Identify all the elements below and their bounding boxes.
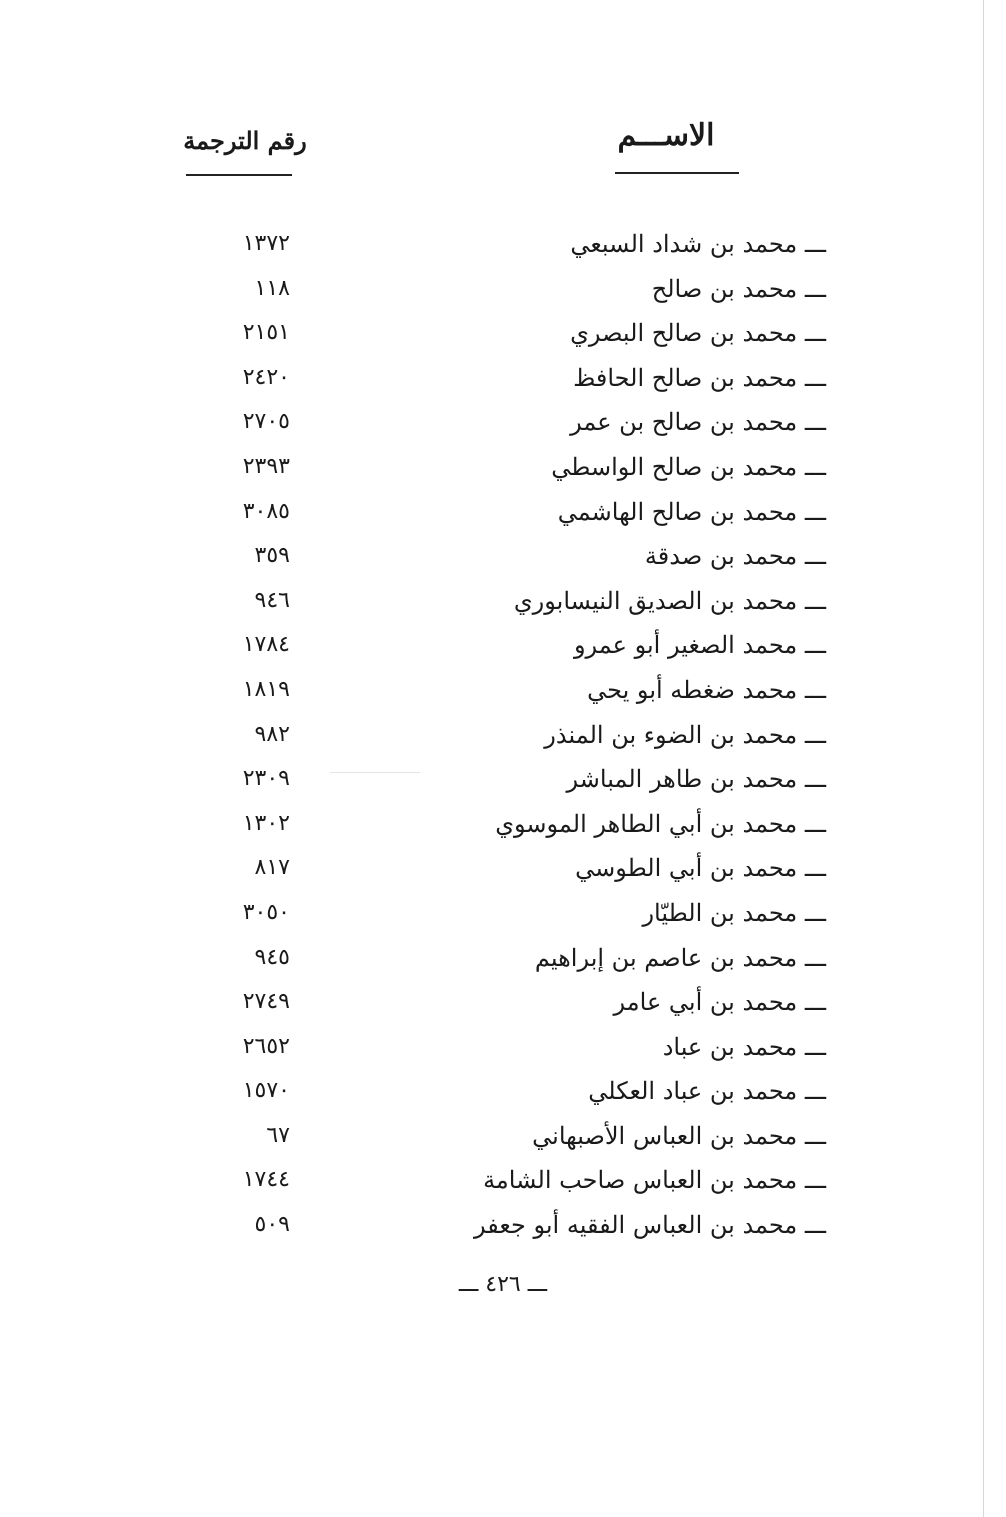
entry-name: ـــ محمد بن صالح البصري — [570, 319, 826, 348]
entry-number: ١١٨ — [254, 275, 290, 301]
entry-name: ـــ محمد بن أبي عامر — [613, 988, 826, 1017]
index-entry — [0, 980, 1006, 1025]
index-entry — [0, 267, 1006, 312]
entry-name: ـــ محمد ضغطه أبو يحي — [587, 675, 826, 704]
entry-name: ـــ محمد بن صدقة — [644, 542, 826, 571]
entry-number: ١٣٧٢ — [242, 231, 290, 256]
index-entry — [0, 445, 1006, 490]
number-column-heading: رقم الترجمة — [183, 126, 307, 155]
index-entry — [0, 534, 1006, 579]
name-column-heading: الاســـم — [617, 118, 715, 153]
index-entry — [0, 668, 1006, 713]
entry-number: ٥٠٩ — [254, 1212, 290, 1238]
name-heading-underline — [615, 172, 739, 174]
index-entry — [0, 936, 1006, 981]
entry-number: ٩٤٥ — [254, 944, 290, 970]
entry-name: ـــ محمد بن شداد السبعي — [570, 230, 826, 258]
entry-number: ٢٧٤٩ — [242, 989, 290, 1015]
entry-name: ـــ محمد بن العباس الأصبهاني — [532, 1121, 826, 1150]
entry-number: ١٨١٩ — [242, 676, 290, 702]
entry-number: ٢٣٩٣ — [242, 453, 290, 479]
index-entry — [0, 713, 1006, 758]
entry-name: ـــ محمد بن أبي الطوسي — [575, 854, 826, 883]
index-entry — [0, 400, 1006, 445]
entry-number: ١٧٤٤ — [242, 1167, 290, 1193]
entry-name: ـــ محمد بن طاهر المباشر — [566, 765, 826, 794]
entry-name: ـــ محمد بن العباس صاحب الشامة — [483, 1166, 826, 1195]
index-entry — [0, 311, 1006, 356]
column-header — [0, 118, 1006, 188]
entry-name: ـــ محمد بن أبي الطاهر الموسوي — [495, 809, 826, 838]
entry-name: ـــ محمد بن صالح بن عمر — [570, 408, 826, 437]
number-heading-underline — [186, 174, 292, 176]
entry-number: ٩٨٢ — [254, 721, 290, 747]
index-entry — [0, 490, 1006, 535]
index-entry — [0, 1203, 1006, 1248]
index-list — [0, 222, 1006, 1248]
entry-number: ٢٧٠٥ — [242, 409, 290, 435]
entry-name: ـــ محمد بن صالح الواسطي — [551, 452, 826, 481]
entry-name: ـــ محمد بن صالح الهاشمي — [557, 497, 826, 526]
entry-number: ٣٠٨٥ — [242, 498, 290, 524]
entry-name: ـــ محمد بن عباد — [662, 1032, 826, 1061]
index-entry — [0, 757, 1006, 802]
entry-name: ـــ محمد بن عباد العكلي — [588, 1077, 826, 1106]
entry-number: ١٥٧٠ — [242, 1078, 290, 1104]
index-entry — [0, 1114, 1006, 1159]
entry-number: ٣٥٩ — [254, 543, 290, 569]
index-entry — [0, 1158, 1006, 1203]
index-entry — [0, 356, 1006, 401]
entry-name: ـــ محمد بن صالح الحافظ — [573, 363, 826, 392]
index-entry — [0, 846, 1006, 891]
entry-name: ـــ محمد بن الطيّار — [642, 898, 826, 927]
entry-number: ٢٦٥٢ — [242, 1033, 290, 1059]
index-entry — [0, 891, 1006, 936]
entry-name: ـــ محمد بن الصديق النيسابوري — [513, 586, 826, 615]
entry-name: ـــ محمد بن الضوء بن المنذر — [544, 720, 826, 749]
entry-number: ١٣٠٢ — [242, 810, 290, 836]
index-entry — [0, 579, 1006, 624]
entry-name: ـــ محمد بن عاصم بن إبراهيم — [534, 943, 826, 972]
entry-number: ٣٠٥٠ — [242, 899, 290, 925]
index-entry — [0, 623, 1006, 668]
index-entry — [0, 222, 1006, 267]
entry-name: ـــ محمد بن صالح — [651, 274, 826, 303]
index-entry — [0, 1069, 1006, 1114]
entry-number: ١٧٨٤ — [242, 632, 290, 658]
entry-name: ـــ محمد الصغير أبو عمرو — [573, 631, 826, 660]
entry-number: ٢١٥١ — [242, 320, 290, 346]
entry-number: ٢٣٠٩ — [242, 766, 290, 792]
entry-number: ٨١٧ — [254, 855, 290, 881]
page-number: ـــ ٤٢٦ ـــ — [458, 1272, 548, 1297]
index-entry — [0, 802, 1006, 847]
entry-name: ـــ محمد بن العباس الفقيه أبو جعفر — [474, 1211, 826, 1240]
entry-number: ٩٤٦ — [254, 587, 290, 613]
index-entry — [0, 1025, 1006, 1070]
entry-number: ٢٤٢٠ — [242, 364, 290, 390]
entry-number: ٦٧ — [266, 1122, 290, 1148]
